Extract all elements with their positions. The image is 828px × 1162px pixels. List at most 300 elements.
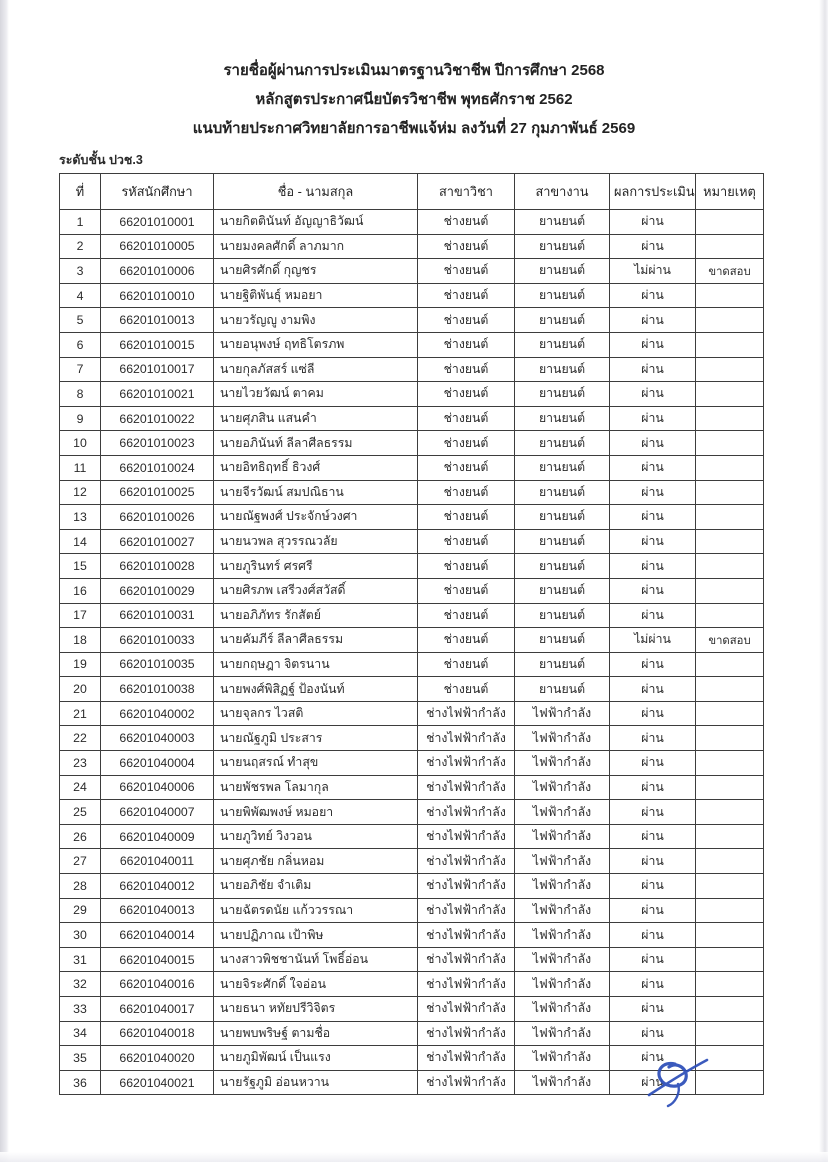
remark-cell bbox=[696, 701, 764, 726]
row-number-cell: 13 bbox=[60, 505, 101, 530]
student-id-cell: 66201040006 bbox=[101, 775, 214, 800]
program-cell: ยานยนต์ bbox=[515, 259, 610, 284]
remark-cell bbox=[696, 283, 764, 308]
student-id-cell: 66201040018 bbox=[101, 1021, 214, 1046]
remark-cell bbox=[696, 529, 764, 554]
row-number-cell: 5 bbox=[60, 308, 101, 333]
table-row bbox=[60, 529, 764, 554]
field-cell: ช่างยนต์ bbox=[418, 406, 515, 431]
document-title-line-2: หลักสูตรประกาศนียบัตรวิชาชีพ พุทธศักราช 2562 bbox=[255, 91, 573, 108]
field-cell: ช่างไฟฟ้ากำลัง bbox=[418, 1070, 515, 1095]
program-cell: ไฟฟ้ากำลัง bbox=[515, 751, 610, 776]
table-row bbox=[60, 382, 764, 407]
table-row bbox=[60, 726, 764, 751]
result-cell: ผ่าน bbox=[610, 701, 696, 726]
name-cell: นายอภิชัย จำเติม bbox=[214, 874, 418, 899]
field-cell: ช่างไฟฟ้ากำลัง bbox=[418, 923, 515, 948]
field-cell: ช่างไฟฟ้ากำลัง bbox=[418, 947, 515, 972]
student-id-cell: 66201040004 bbox=[101, 751, 214, 776]
row-number-cell: 25 bbox=[60, 800, 101, 825]
result-cell: ผ่าน bbox=[610, 972, 696, 997]
student-id-cell: 66201010028 bbox=[101, 554, 214, 579]
row-number-cell: 14 bbox=[60, 529, 101, 554]
document-title-block bbox=[0, 0, 828, 143]
name-cell: นายศิรภพ เสรีวงศ์สวัสดิ์ bbox=[214, 578, 418, 603]
remark-cell bbox=[696, 578, 764, 603]
name-cell: นายกิตตินันท์ อัญญาธิวัฒน์ bbox=[214, 210, 418, 235]
student-id-cell: 66201040015 bbox=[101, 947, 214, 972]
field-cell: ช่างยนต์ bbox=[418, 234, 515, 259]
name-cell: นายณัฐพงศ์ ประจักษ์วงศา bbox=[214, 505, 418, 530]
program-cell: ไฟฟ้ากำลัง bbox=[515, 972, 610, 997]
result-cell: ไม่ผ่าน bbox=[610, 259, 696, 284]
student-id-cell: 66201010005 bbox=[101, 234, 214, 259]
remark-cell bbox=[696, 505, 764, 530]
name-cell: นายรัฐภูมิ อ่อนหวาน bbox=[214, 1070, 418, 1095]
field-cell: ช่างไฟฟ้ากำลัง bbox=[418, 800, 515, 825]
program-cell: ยานยนต์ bbox=[515, 603, 610, 628]
row-number-cell: 27 bbox=[60, 849, 101, 874]
row-number-cell: 18 bbox=[60, 628, 101, 653]
name-cell: นายภูรินทร์ ศรศรี bbox=[214, 554, 418, 579]
field-cell: ช่างไฟฟ้ากำลัง bbox=[418, 1021, 515, 1046]
signature-mark bbox=[644, 1050, 720, 1115]
field-cell: ช่างไฟฟ้ากำลัง bbox=[418, 1046, 515, 1071]
result-cell: ผ่าน bbox=[610, 1021, 696, 1046]
result-cell: ผ่าน bbox=[610, 455, 696, 480]
student-id-cell: 66201040002 bbox=[101, 701, 214, 726]
remark-cell bbox=[696, 726, 764, 751]
table-row bbox=[60, 947, 764, 972]
name-cell: นายคัมภีร์ ลีลาศีลธรรม bbox=[214, 628, 418, 653]
row-number-cell: 1 bbox=[60, 210, 101, 235]
remark-cell bbox=[696, 800, 764, 825]
table-row bbox=[60, 628, 764, 653]
remark-cell bbox=[696, 824, 764, 849]
program-cell: ไฟฟ้ากำลัง bbox=[515, 824, 610, 849]
program-cell: ยานยนต์ bbox=[515, 677, 610, 702]
header-row-number: ที่ bbox=[60, 174, 101, 210]
row-number-cell: 28 bbox=[60, 874, 101, 899]
student-id-cell: 66201040021 bbox=[101, 1070, 214, 1095]
result-cell: ผ่าน bbox=[610, 210, 696, 235]
row-number-cell: 16 bbox=[60, 578, 101, 603]
name-cell: นายณัฐภูมิ ประสาร bbox=[214, 726, 418, 751]
document-title-line-1: รายชื่อผู้ผ่านการประเมินมาตรฐานวิชาชีพ ปีการศึกษา 2568 bbox=[223, 62, 605, 79]
name-cell: นายกุลภัสสร์ แซ่ลี bbox=[214, 357, 418, 382]
row-number-cell: 17 bbox=[60, 603, 101, 628]
program-cell: ยานยนต์ bbox=[515, 332, 610, 357]
remark-cell bbox=[696, 480, 764, 505]
program-cell: ไฟฟ้ากำลัง bbox=[515, 923, 610, 948]
row-number-cell: 23 bbox=[60, 751, 101, 776]
result-cell: ผ่าน bbox=[610, 947, 696, 972]
name-cell: นายภูมิพัฒน์ เป็นแรง bbox=[214, 1046, 418, 1071]
row-number-cell: 9 bbox=[60, 406, 101, 431]
student-id-cell: 66201010033 bbox=[101, 628, 214, 653]
table-row bbox=[60, 234, 764, 259]
table-row bbox=[60, 997, 764, 1022]
student-id-cell: 66201040014 bbox=[101, 923, 214, 948]
remark-cell: ขาดสอบ bbox=[696, 259, 764, 284]
field-cell: ช่างยนต์ bbox=[418, 431, 515, 456]
student-id-cell: 66201010026 bbox=[101, 505, 214, 530]
student-id-cell: 66201040012 bbox=[101, 874, 214, 899]
table-row bbox=[60, 898, 764, 923]
name-cell: นายกฤษฎา จิตรนาน bbox=[214, 652, 418, 677]
remark-cell bbox=[696, 382, 764, 407]
result-cell: ผ่าน bbox=[610, 505, 696, 530]
field-cell: ช่างยนต์ bbox=[418, 603, 515, 628]
table-row bbox=[60, 554, 764, 579]
program-cell: ไฟฟ้ากำลัง bbox=[515, 800, 610, 825]
remark-cell bbox=[696, 332, 764, 357]
paper-bottom-edge bbox=[0, 1152, 828, 1162]
result-cell: ผ่าน bbox=[610, 874, 696, 899]
remark-cell bbox=[696, 603, 764, 628]
remark-cell bbox=[696, 554, 764, 579]
header-row bbox=[60, 174, 764, 210]
field-cell: ช่างยนต์ bbox=[418, 480, 515, 505]
remark-cell bbox=[696, 652, 764, 677]
table-row bbox=[60, 332, 764, 357]
row-number-cell: 34 bbox=[60, 1021, 101, 1046]
field-cell: ช่างไฟฟ้ากำลัง bbox=[418, 701, 515, 726]
program-cell: ไฟฟ้ากำลัง bbox=[515, 1021, 610, 1046]
table-row bbox=[60, 1021, 764, 1046]
result-cell: ผ่าน bbox=[610, 1070, 696, 1095]
result-cell: ผ่าน bbox=[610, 751, 696, 776]
row-number-cell: 10 bbox=[60, 431, 101, 456]
result-cell: ผ่าน bbox=[610, 800, 696, 825]
remark-cell bbox=[696, 1021, 764, 1046]
program-cell: ไฟฟ้ากำลัง bbox=[515, 726, 610, 751]
student-id-cell: 66201010015 bbox=[101, 332, 214, 357]
row-number-cell: 6 bbox=[60, 332, 101, 357]
remark-cell bbox=[696, 677, 764, 702]
field-cell: ช่างยนต์ bbox=[418, 578, 515, 603]
program-cell: ยานยนต์ bbox=[515, 382, 610, 407]
header-student-id: รหัสนักศึกษา bbox=[101, 174, 214, 210]
result-cell: ผ่าน bbox=[610, 849, 696, 874]
name-cell: นายศิรศักดิ์ กุญชร bbox=[214, 259, 418, 284]
field-cell: ช่างไฟฟ้ากำลัง bbox=[418, 849, 515, 874]
field-cell: ช่างไฟฟ้ากำลัง bbox=[418, 751, 515, 776]
remark-cell bbox=[696, 751, 764, 776]
program-cell: ไฟฟ้ากำลัง bbox=[515, 947, 610, 972]
student-id-cell: 66201010038 bbox=[101, 677, 214, 702]
header-result: ผลการประเมิน bbox=[610, 174, 696, 210]
result-cell: ผ่าน bbox=[610, 554, 696, 579]
program-cell: ไฟฟ้ากำลัง bbox=[515, 1070, 610, 1095]
student-id-cell: 66201010023 bbox=[101, 431, 214, 456]
row-number-cell: 32 bbox=[60, 972, 101, 997]
program-cell: ยานยนต์ bbox=[515, 480, 610, 505]
field-cell: ช่างไฟฟ้ากำลัง bbox=[418, 972, 515, 997]
name-cell: นายฐิติพันธุ์ หมอยา bbox=[214, 283, 418, 308]
row-number-cell: 7 bbox=[60, 357, 101, 382]
program-cell: ไฟฟ้ากำลัง bbox=[515, 849, 610, 874]
remark-cell bbox=[696, 234, 764, 259]
result-cell: ผ่าน bbox=[610, 997, 696, 1022]
student-id-cell: 66201010022 bbox=[101, 406, 214, 431]
result-cell: ผ่าน bbox=[610, 1046, 696, 1071]
row-number-cell: 20 bbox=[60, 677, 101, 702]
table-row bbox=[60, 603, 764, 628]
remark-cell bbox=[696, 997, 764, 1022]
table-row bbox=[60, 455, 764, 480]
name-cell: นายวรัญญู งามพิง bbox=[214, 308, 418, 333]
name-cell: นายมงคลศักดิ์ ลาภมาก bbox=[214, 234, 418, 259]
program-cell: ยานยนต์ bbox=[515, 628, 610, 653]
student-id-cell: 66201040009 bbox=[101, 824, 214, 849]
field-cell: ช่างยนต์ bbox=[418, 628, 515, 653]
table-row bbox=[60, 357, 764, 382]
remark-cell bbox=[696, 972, 764, 997]
table-row bbox=[60, 775, 764, 800]
student-id-cell: 66201010025 bbox=[101, 480, 214, 505]
name-cell: นายนวพล สุวรรณวลัย bbox=[214, 529, 418, 554]
header-program: สาขางาน bbox=[515, 174, 610, 210]
result-cell: ผ่าน bbox=[610, 824, 696, 849]
remark-cell bbox=[696, 357, 764, 382]
field-cell: ช่างยนต์ bbox=[418, 677, 515, 702]
remark-cell bbox=[696, 455, 764, 480]
student-id-cell: 66201010013 bbox=[101, 308, 214, 333]
header-name: ชื่อ - นามสกุล bbox=[214, 174, 418, 210]
result-cell: ผ่าน bbox=[610, 382, 696, 407]
program-cell: ยานยนต์ bbox=[515, 283, 610, 308]
result-cell: ผ่าน bbox=[610, 480, 696, 505]
result-cell: ผ่าน bbox=[610, 283, 696, 308]
field-cell: ช่างไฟฟ้ากำลัง bbox=[418, 997, 515, 1022]
row-number-cell: 19 bbox=[60, 652, 101, 677]
name-cell: นายพิพัฒพงษ์ หมอยา bbox=[214, 800, 418, 825]
student-id-cell: 66201040011 bbox=[101, 849, 214, 874]
name-cell: นายนฤสรณ์ ทำสุข bbox=[214, 751, 418, 776]
student-id-cell: 66201040017 bbox=[101, 997, 214, 1022]
program-cell: ยานยนต์ bbox=[515, 431, 610, 456]
row-number-cell: 4 bbox=[60, 283, 101, 308]
table-row bbox=[60, 480, 764, 505]
name-cell: นายภูวิทย์ วิงวอน bbox=[214, 824, 418, 849]
field-cell: ช่างยนต์ bbox=[418, 283, 515, 308]
table-row bbox=[60, 505, 764, 530]
name-cell: นายศุภชัย กลิ่นหอม bbox=[214, 849, 418, 874]
name-cell: นางสาวพิชชานันท์ โพธิ์อ่อน bbox=[214, 947, 418, 972]
student-id-cell: 66201010035 bbox=[101, 652, 214, 677]
name-cell: นายพบพริษฐ์ ตามชื่อ bbox=[214, 1021, 418, 1046]
student-id-cell: 66201010029 bbox=[101, 578, 214, 603]
results-table-body bbox=[60, 210, 764, 1095]
results-table bbox=[59, 173, 764, 1095]
field-cell: ช่างไฟฟ้ากำลัง bbox=[418, 874, 515, 899]
program-cell: ไฟฟ้ากำลัง bbox=[515, 997, 610, 1022]
student-id-cell: 66201040003 bbox=[101, 726, 214, 751]
student-id-cell: 66201010017 bbox=[101, 357, 214, 382]
name-cell: นายพงศ์พิสิฏฐ์ ป้องนันท์ bbox=[214, 677, 418, 702]
table-row bbox=[60, 652, 764, 677]
student-id-cell: 66201040013 bbox=[101, 898, 214, 923]
student-id-cell: 66201040020 bbox=[101, 1046, 214, 1071]
table-row bbox=[60, 406, 764, 431]
program-cell: ยานยนต์ bbox=[515, 505, 610, 530]
result-cell: ผ่าน bbox=[610, 898, 696, 923]
table-row bbox=[60, 751, 764, 776]
field-cell: ช่างยนต์ bbox=[418, 455, 515, 480]
result-cell: ผ่าน bbox=[610, 234, 696, 259]
result-cell: ผ่าน bbox=[610, 726, 696, 751]
result-cell: ผ่าน bbox=[610, 308, 696, 333]
field-cell: ช่างยนต์ bbox=[418, 357, 515, 382]
result-cell: ผ่าน bbox=[610, 652, 696, 677]
student-id-cell: 66201010010 bbox=[101, 283, 214, 308]
table-row bbox=[60, 849, 764, 874]
program-cell: ยานยนต์ bbox=[515, 308, 610, 333]
result-cell: ผ่าน bbox=[610, 431, 696, 456]
field-cell: ช่างไฟฟ้ากำลัง bbox=[418, 726, 515, 751]
level-label: ระดับชั้น ปวช.3 bbox=[59, 153, 143, 167]
field-cell: ช่างยนต์ bbox=[418, 505, 515, 530]
remark-cell bbox=[696, 775, 764, 800]
table-row bbox=[60, 431, 764, 456]
name-cell: นายจีรวัฒน์ สมปณิธาน bbox=[214, 480, 418, 505]
result-cell: ผ่าน bbox=[610, 406, 696, 431]
field-cell: ช่างยนต์ bbox=[418, 554, 515, 579]
header-field: สาขาวิชา bbox=[418, 174, 515, 210]
result-cell: ผ่าน bbox=[610, 332, 696, 357]
student-id-cell: 66201010001 bbox=[101, 210, 214, 235]
result-cell: ผ่าน bbox=[610, 529, 696, 554]
student-id-cell: 66201010031 bbox=[101, 603, 214, 628]
program-cell: ยานยนต์ bbox=[515, 455, 610, 480]
field-cell: ช่างยนต์ bbox=[418, 210, 515, 235]
field-cell: ช่างยนต์ bbox=[418, 332, 515, 357]
student-id-cell: 66201040016 bbox=[101, 972, 214, 997]
table-row bbox=[60, 210, 764, 235]
remark-cell: ขาดสอบ bbox=[696, 628, 764, 653]
row-number-cell: 11 bbox=[60, 455, 101, 480]
table-row bbox=[60, 283, 764, 308]
field-cell: ช่างไฟฟ้ากำลัง bbox=[418, 898, 515, 923]
table-row bbox=[60, 578, 764, 603]
program-cell: ยานยนต์ bbox=[515, 578, 610, 603]
name-cell: นายอนุพงษ์ ฤทธิโตรภพ bbox=[214, 332, 418, 357]
result-cell: ผ่าน bbox=[610, 677, 696, 702]
table-row bbox=[60, 800, 764, 825]
results-table-header bbox=[60, 174, 764, 210]
remark-cell bbox=[696, 308, 764, 333]
student-id-cell: 66201010021 bbox=[101, 382, 214, 407]
name-cell: นายจิระศักดิ์ ใจอ่อน bbox=[214, 972, 418, 997]
row-number-cell: 24 bbox=[60, 775, 101, 800]
result-cell: ผ่าน bbox=[610, 775, 696, 800]
table-row bbox=[60, 874, 764, 899]
row-number-cell: 26 bbox=[60, 824, 101, 849]
student-id-cell: 66201040007 bbox=[101, 800, 214, 825]
table-row bbox=[60, 972, 764, 997]
table-row bbox=[60, 308, 764, 333]
row-number-cell: 21 bbox=[60, 701, 101, 726]
name-cell: นายฉัตรดนัย แก้ววรรณา bbox=[214, 898, 418, 923]
program-cell: ยานยนต์ bbox=[515, 210, 610, 235]
program-cell: ยานยนต์ bbox=[515, 652, 610, 677]
program-cell: ยานยนต์ bbox=[515, 357, 610, 382]
remark-cell bbox=[696, 406, 764, 431]
remark-cell bbox=[696, 431, 764, 456]
name-cell: นายอภิภัทร รักสัตย์ bbox=[214, 603, 418, 628]
document-title-line-3: แนบท้ายประกาศวิทยาลัยการอาชีพแจ้ห่ม ลงวันที่ 27 กุมภาพันธ์ 2569 bbox=[192, 120, 636, 137]
row-number-cell: 8 bbox=[60, 382, 101, 407]
row-number-cell: 15 bbox=[60, 554, 101, 579]
program-cell: ไฟฟ้ากำลัง bbox=[515, 898, 610, 923]
field-cell: ช่างยนต์ bbox=[418, 308, 515, 333]
row-number-cell: 3 bbox=[60, 259, 101, 284]
table-row bbox=[60, 259, 764, 284]
field-cell: ช่างยนต์ bbox=[418, 529, 515, 554]
program-cell: ยานยนต์ bbox=[515, 529, 610, 554]
student-id-cell: 66201010027 bbox=[101, 529, 214, 554]
remark-cell bbox=[696, 898, 764, 923]
result-cell: ผ่าน bbox=[610, 578, 696, 603]
name-cell: นายจุลกร ไวสติ bbox=[214, 701, 418, 726]
name-cell: นายพัชรพล โลมากุล bbox=[214, 775, 418, 800]
row-number-cell: 12 bbox=[60, 480, 101, 505]
program-cell: ยานยนต์ bbox=[515, 554, 610, 579]
name-cell: นายปฏิภาณ เป้าพิษ bbox=[214, 923, 418, 948]
row-number-cell: 35 bbox=[60, 1046, 101, 1071]
table-row bbox=[60, 677, 764, 702]
row-number-cell: 30 bbox=[60, 923, 101, 948]
result-cell: ผ่าน bbox=[610, 357, 696, 382]
student-id-cell: 66201010006 bbox=[101, 259, 214, 284]
name-cell: นายอภินันท์ ลีลาศีลธรรม bbox=[214, 431, 418, 456]
table-row bbox=[60, 824, 764, 849]
name-cell: นายศุภสิน แสนคำ bbox=[214, 406, 418, 431]
table-row bbox=[60, 923, 764, 948]
row-number-cell: 36 bbox=[60, 1070, 101, 1095]
name-cell: นายธนา หทัยปรีวิจิตร bbox=[214, 997, 418, 1022]
remark-cell bbox=[696, 947, 764, 972]
program-cell: ไฟฟ้ากำลัง bbox=[515, 775, 610, 800]
result-cell: ผ่าน bbox=[610, 603, 696, 628]
row-number-cell: 22 bbox=[60, 726, 101, 751]
result-cell: ผ่าน bbox=[610, 923, 696, 948]
field-cell: ช่างไฟฟ้ากำลัง bbox=[418, 824, 515, 849]
row-number-cell: 2 bbox=[60, 234, 101, 259]
field-cell: ช่างยนต์ bbox=[418, 382, 515, 407]
remark-cell bbox=[696, 210, 764, 235]
remark-cell bbox=[696, 849, 764, 874]
program-cell: ไฟฟ้ากำลัง bbox=[515, 1046, 610, 1071]
name-cell: นายไวยวัฒน์ ตาคม bbox=[214, 382, 418, 407]
row-number-cell: 29 bbox=[60, 898, 101, 923]
program-cell: ไฟฟ้ากำลัง bbox=[515, 874, 610, 899]
name-cell: นายอิทธิฤทธิ์ ธิวงศ์ bbox=[214, 455, 418, 480]
field-cell: ช่างไฟฟ้ากำลัง bbox=[418, 775, 515, 800]
field-cell: ช่างยนต์ bbox=[418, 652, 515, 677]
row-number-cell: 33 bbox=[60, 997, 101, 1022]
program-cell: ยานยนต์ bbox=[515, 406, 610, 431]
table-row bbox=[60, 701, 764, 726]
row-number-cell: 31 bbox=[60, 947, 101, 972]
remark-cell bbox=[696, 923, 764, 948]
student-id-cell: 66201010024 bbox=[101, 455, 214, 480]
remark-cell bbox=[696, 874, 764, 899]
field-cell: ช่างยนต์ bbox=[418, 259, 515, 284]
program-cell: ไฟฟ้ากำลัง bbox=[515, 701, 610, 726]
result-cell: ไม่ผ่าน bbox=[610, 628, 696, 653]
